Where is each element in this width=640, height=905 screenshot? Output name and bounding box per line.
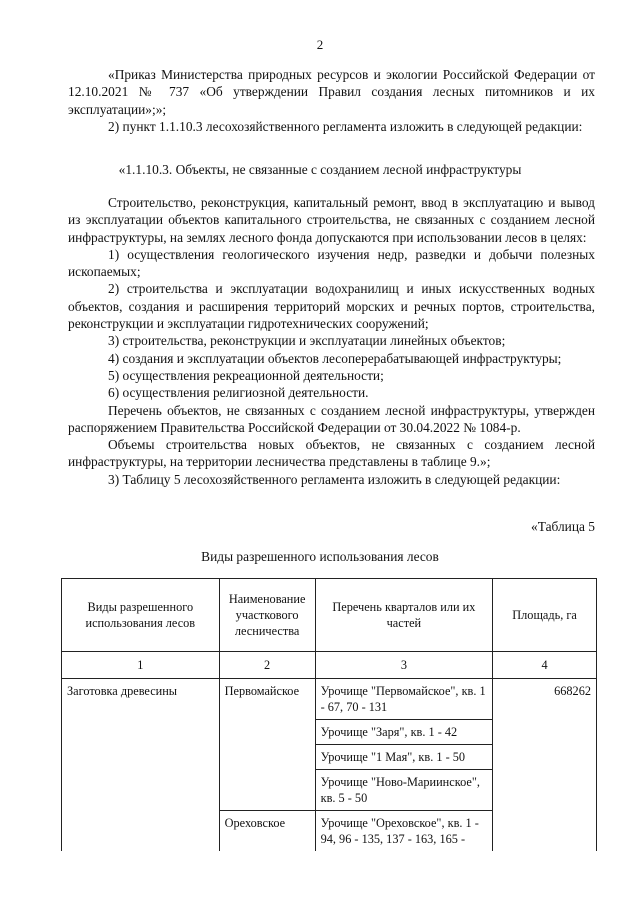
paragraph: Строительство, реконструкция, капитальный ремонт, ввод в эксплуатацию и вывод из эксплуатации объектов капитального строительства, не связанных с созданием лесной инфраструктуры, на землях лесного фонда допускаются при использовании лесов в целях: [68,195,595,245]
column-header: Виды разрешенного использования лесов [62,579,220,652]
use-type-cell: Заготовка древесины [62,679,220,852]
column-number: 4 [493,652,597,679]
column-number: 2 [219,652,315,679]
column-number: 1 [62,652,220,679]
intro-text [68,66,595,135]
paragraph: «Приказ Министерства природных ресурсов и экологии Российской Федерации от 12.10.2021 № 737 «Об утверждении Правил создания лесных питомников и их эксплуатации»;»; [68,67,595,117]
list-item: 5) осуществления рекреационной деятельности; [108,367,384,383]
paragraph: Объемы строительства новых объектов, не связанных с созданием лесной инфраструктуры, на территории лесничества представлены в таблице 9.»; [68,437,595,470]
list-item: 2) строительства и эксплуатации водохранилищ и иных искусственных водных объектов, создания и расширения территорий морских и речных портов, строительства, реконструкции и эксплуатации гидротехнических сооружений; [68,281,595,332]
quarters-cell: Урочище "Заря", кв. 1 - 42 [315,720,493,745]
forest-use-table [61,578,597,851]
list-item: 1) осуществления геологического изучения недр, разведки и добычи полезных ископаемых; [68,246,595,280]
district-cell: Первомайское [219,679,315,811]
table-row [62,679,597,720]
quarters-cell: Урочище "Ореховское", кв. 1 - 94, 96 - 135, 137 - 163, 165 - [315,811,493,852]
column-header: Перечень кварталов или их частей [315,579,493,652]
table-number-row [62,652,597,679]
column-number: 3 [315,652,493,679]
table-header-row [62,579,597,652]
list-item: 4) создания и эксплуатации объектов лесоперерабатывающей инфраструктуры; [108,350,562,366]
section-heading: «1.1.10.3. Объекты, не связанные с созданием лесной инфраструктуры [118,162,522,177]
paragraph: Перечень объектов, не связанных с созданием лесной инфраструктуры, утвержден распоряжением Правительства Российской Федерации от 30.04.2022 № 1084-р. [68,402,595,435]
column-header: Наименование участкового лесничества [219,579,315,652]
table-label: «Таблица 5 [531,519,595,534]
district-cell: Ореховское [219,811,315,852]
column-header: Площадь, га [493,579,597,652]
paragraph: 2) пункт 1.1.10.3 лесохозяйственного регламента изложить в следующей редакции: [108,118,583,134]
table-title: Виды разрешенного использования лесов [201,549,439,564]
list-item: 3) строительства, реконструкции и эксплуатации линейных объектов; [108,333,506,349]
area-cell: 668262 [493,679,597,852]
list-item: 6) осуществления религиозной деятельности. [108,385,369,401]
paragraph: 3) Таблицу 5 лесохозяйственного регламента изложить в следующей редакции: [108,471,561,487]
body-text [68,194,595,488]
page-number: 2 [316,37,324,52]
quarters-cell: Урочище "Первомайское", кв. 1 - 67, 70 - 131 [315,679,493,720]
quarters-cell: Урочище "Ново-Мариинское", кв. 5 - 50 [315,770,493,811]
quarters-cell: Урочище "1 Мая", кв. 1 - 50 [315,745,493,770]
